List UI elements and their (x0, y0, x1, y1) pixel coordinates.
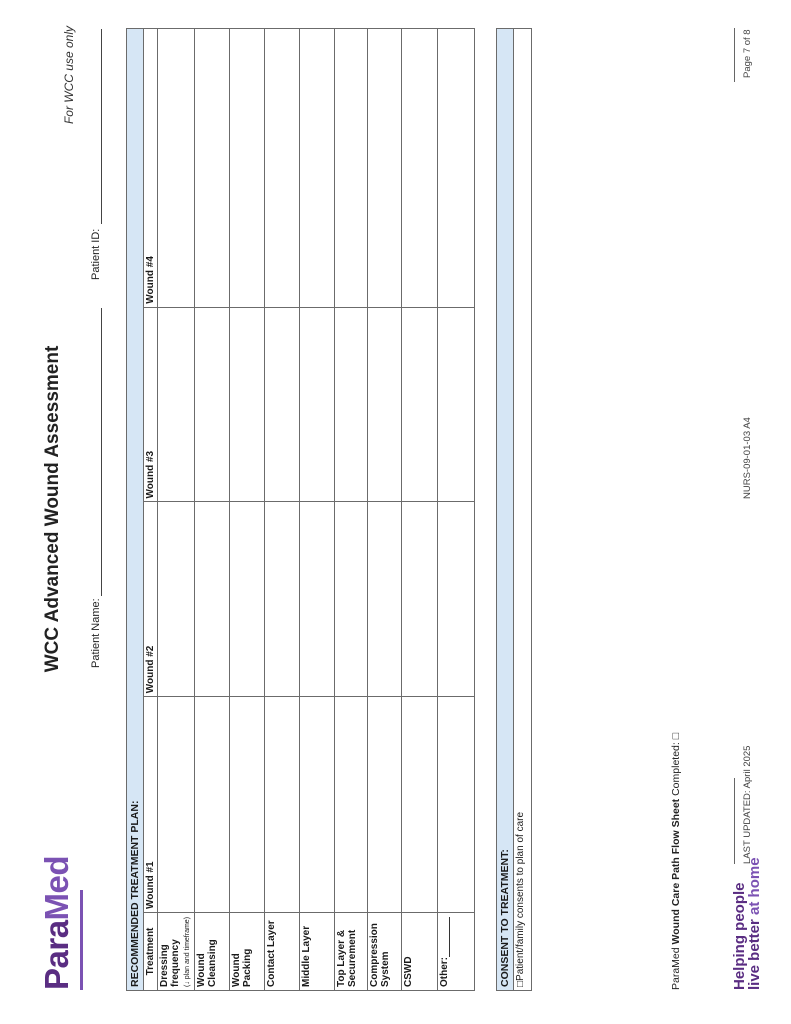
cell-input[interactable] (402, 29, 438, 308)
cell-input[interactable] (368, 502, 402, 697)
row-label-other (438, 913, 475, 991)
cell-input[interactable] (438, 697, 475, 913)
row-label-text: Dressing frequency (159, 939, 181, 987)
slogan-line-1: Helping people (731, 882, 748, 990)
cell-input[interactable] (265, 697, 300, 913)
col-header-wound-3: Wound #3 (144, 307, 158, 502)
consent-checkbox[interactable]: □ (515, 980, 526, 987)
other-blank-field[interactable] (440, 917, 450, 957)
table-row (438, 29, 475, 991)
cell-input[interactable] (265, 307, 300, 502)
cell-input[interactable] (195, 29, 230, 308)
cell-input[interactable] (265, 29, 300, 308)
last-updated: LAST UPDATED: April 2025 (742, 745, 753, 864)
cell-input[interactable] (402, 307, 438, 502)
cell-input[interactable] (438, 307, 475, 502)
cell-input[interactable] (158, 697, 195, 913)
row-label-dressing-frequency (158, 913, 195, 991)
table-row (402, 29, 438, 991)
cell-input[interactable] (368, 307, 402, 502)
cell-input[interactable] (335, 29, 368, 308)
row-label-wound-packing: Wound Packing (230, 913, 265, 991)
patient-name-field[interactable] (101, 308, 102, 596)
row-label-cswd: CSWD (402, 913, 438, 991)
cell-input[interactable] (230, 29, 265, 308)
cell-input[interactable] (300, 307, 335, 502)
cell-input[interactable] (300, 697, 335, 913)
wcc-use-only-note: For WCC use only (62, 26, 76, 125)
cell-input[interactable] (265, 502, 300, 697)
flow-sheet-line (670, 733, 682, 990)
logo-underline (80, 890, 83, 990)
treatment-plan-table (126, 28, 475, 991)
page-number-divider (734, 28, 735, 82)
page-title: WCC Advanced Wound Assessment (42, 345, 63, 673)
table-row (195, 29, 230, 991)
row-sublabel-text: (↓ plan and timeframe) (184, 916, 191, 987)
consent-row (514, 29, 532, 991)
row-label-contact-layer: Contact Layer (265, 913, 300, 991)
form-code: NURS-09-01-03 A4 (742, 417, 753, 499)
table-row (230, 29, 265, 991)
treatment-section-header: RECOMMENDED TREATMENT PLAN: (127, 29, 144, 991)
cell-input[interactable] (158, 29, 195, 308)
cell-input[interactable] (368, 29, 402, 308)
cell-input[interactable] (300, 29, 335, 308)
consent-text: Patient/family consents to plan of care (515, 811, 526, 981)
cell-input[interactable] (438, 29, 475, 308)
slogan-line-2: live better (746, 914, 763, 990)
patient-id-label: Patient ID: (90, 228, 102, 280)
row-label-compression-system: Compression System (368, 913, 402, 991)
cell-input[interactable] (368, 697, 402, 913)
row-label-top-layer: Top Layer & Securement (335, 913, 368, 991)
table-row (335, 29, 368, 991)
row-label-text: Other: (439, 957, 450, 987)
page-number: Page 7 of 8 (742, 29, 753, 78)
cell-input[interactable] (335, 502, 368, 697)
cell-input[interactable] (195, 697, 230, 913)
logo-med-text: Med (38, 855, 75, 921)
table-row (265, 29, 300, 991)
cell-input[interactable] (438, 502, 475, 697)
cell-input[interactable] (230, 697, 265, 913)
footer-divider (734, 778, 735, 864)
row-label-middle-layer: Middle Layer (300, 913, 335, 991)
cell-input[interactable] (402, 502, 438, 697)
cell-input[interactable] (158, 502, 195, 697)
cell-input[interactable] (300, 502, 335, 697)
consent-table (496, 28, 532, 991)
cell-input[interactable] (195, 307, 230, 502)
cell-input[interactable] (402, 697, 438, 913)
col-header-wound-1: Wound #1 (144, 697, 158, 913)
col-header-wound-4: Wound #4 (144, 29, 158, 308)
cell-input[interactable] (230, 307, 265, 502)
flow-sheet-bold: Wound Care Path Flow Sheet (670, 798, 682, 945)
flow-sheet-completed-checkbox[interactable]: Completed: □ (670, 732, 682, 799)
table-row (300, 29, 335, 991)
slogan-accent: at home (746, 857, 763, 915)
col-header-wound-2: Wound #2 (144, 502, 158, 697)
consent-section-header: CONSENT TO TREATMENT: (497, 29, 514, 991)
cell-input[interactable] (335, 697, 368, 913)
row-label-wound-cleansing: Wound Cleansing (195, 913, 230, 991)
cell-input[interactable] (158, 307, 195, 502)
table-row (158, 29, 195, 991)
cell-input[interactable] (195, 502, 230, 697)
table-row (368, 29, 402, 991)
cell-input[interactable] (230, 502, 265, 697)
patient-id-field[interactable] (101, 29, 102, 224)
flow-sheet-prefix: ParaMed (670, 944, 682, 990)
cell-input[interactable] (335, 307, 368, 502)
patient-name-label: Patient Name: (90, 598, 102, 668)
paramed-logo (36, 856, 78, 990)
footer-slogan (732, 857, 762, 990)
col-header-treatment: Treatment (144, 913, 158, 991)
logo-para-text: Para (38, 920, 75, 990)
